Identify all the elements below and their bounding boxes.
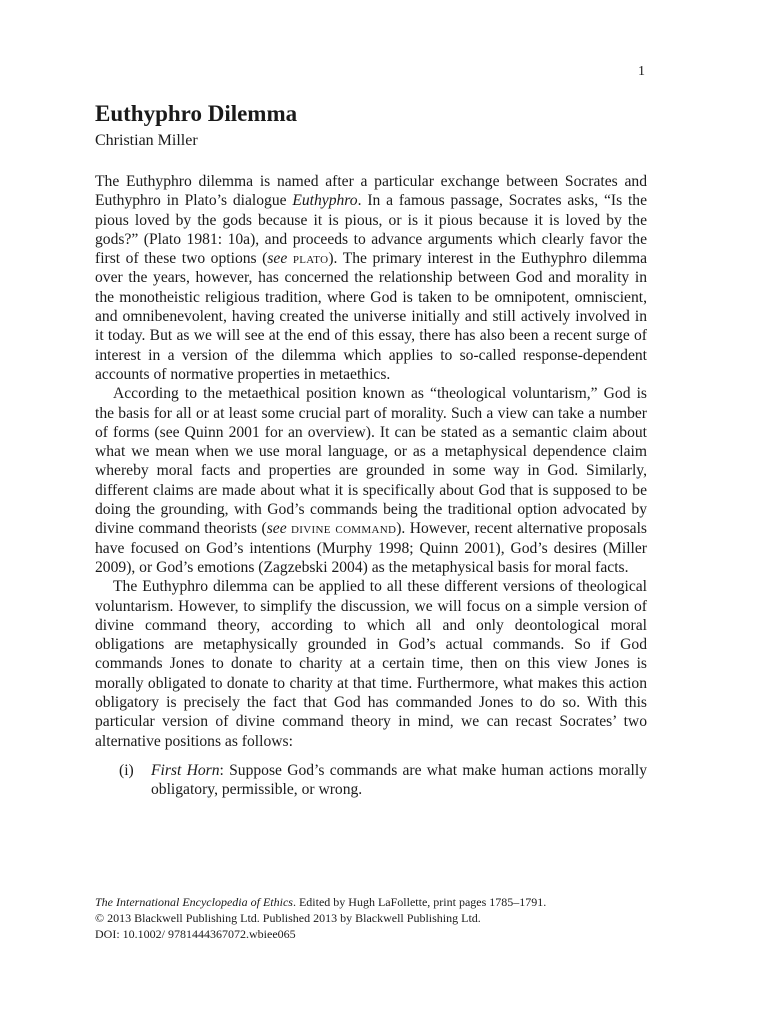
p1-text-b: . In a famous passage, Socrates asks, “Is the pious loved by the gods because it is pious, or is it pious because it is loved by the gods?” (Plato 1981: 10a), and proceeds to advance arguments which clearly favor the first of these two options (: [95, 192, 647, 268]
article-body: [95, 172, 647, 800]
paragraph-1: [95, 172, 647, 384]
article: [95, 100, 647, 800]
article-author: Christian Miller: [95, 132, 198, 149]
p2-text-a: According to the metaethical position known as “theological voluntarism,” God is the basis for all or at least some crucial part of morality. Such a view can take a number of forms (see Quinn 2001 for an overview). It can be stated as a semantic claim about what we mean when we use moral language, or as a metaphysical dependence claim whereby moral facts and properties are grounded in some way in God. Similarly, different claims are made about what it is specifically about God that is supposed to be doing the grounding, with God’s commands being the traditional option advocated by divine command theorists (: [95, 385, 647, 538]
list-item-text: [151, 761, 647, 800]
footer-line-1: [95, 894, 655, 910]
article-title: Euthyphro Dilemma: [95, 101, 298, 126]
list-item-body: : Suppose God’s commands are what make human actions morally obligatory, permissible, or wrong.: [151, 761, 647, 799]
list-item-first-horn: [95, 761, 647, 800]
publication-footer: [95, 894, 655, 942]
paragraph-2: [95, 384, 647, 577]
p2-see: see: [266, 520, 287, 538]
list-item-number: (i): [119, 761, 134, 779]
paragraph-3: The Euthyphro dilemma can be applied to all these different versions of theological voluntarism. However, to simplify the discussion, we will focus on a simple version of divine command theory, according to which all and only deontological moral obligations are metaphysically grounded in God’s actual commands. So if God commands Jones to donate to charity at a certain time, then on this view Jones is morally obligated to donate to charity at that time. Furthermore, what makes this action obligatory is precisely the fact that God has commanded Jones to do so. With this particular version of divine command theory in mind, we can recast Socrates’ two alternative positions as follows:: [95, 578, 647, 750]
p1-text-a: The Euthyphro dilemma is named after a particular exchange between Socrates and Euthyphro in Plato’s dialogue: [95, 173, 647, 210]
page-number: 1: [638, 64, 645, 79]
footer-doi: DOI: 10.1002/ 9781444367072.wbiee065: [95, 927, 296, 941]
encyclopedia-title: The International Encyclopedia of Ethics: [95, 895, 293, 909]
footer-line-1-rest: . Edited by Hugh LaFollette, print pages 1785–1791.: [292, 895, 547, 909]
p1-see: see: [267, 250, 288, 268]
list-item-label: First Horn: [151, 761, 220, 779]
p1-dialogue-title: Euthyphro: [292, 192, 358, 210]
footer-copyright: © 2013 Blackwell Publishing Ltd. Published 2013 by Blackwell Publishing Ltd.: [95, 911, 481, 925]
p1-text-c: ). The primary interest in the Euthyphro dilemma over the years, however, has concerned the relationship between God and morality in the monotheistic religious tradition, where God is taken to be omnipotent, omniscient, and omnibenevolent, having created the universe initially and still actively involved in it today. But as we will see at the end of this essay, there has also been a recent surge of interest in a version of the dilemma which applies to so-called response-dependent accounts of normative properties in metaethics.: [95, 250, 647, 383]
p2-cross-reference: divine command: [291, 520, 397, 538]
p2-text-b: ). However, recent alternative proposals have focused on God’s intentions (Murphy 1998; Quinn 2001), God’s desires (Miller 2009), or God’s emotions (Zagzebski 2004) as the metaphysical basis for moral facts.: [95, 520, 647, 576]
p1-cross-reference: plato: [292, 250, 329, 268]
